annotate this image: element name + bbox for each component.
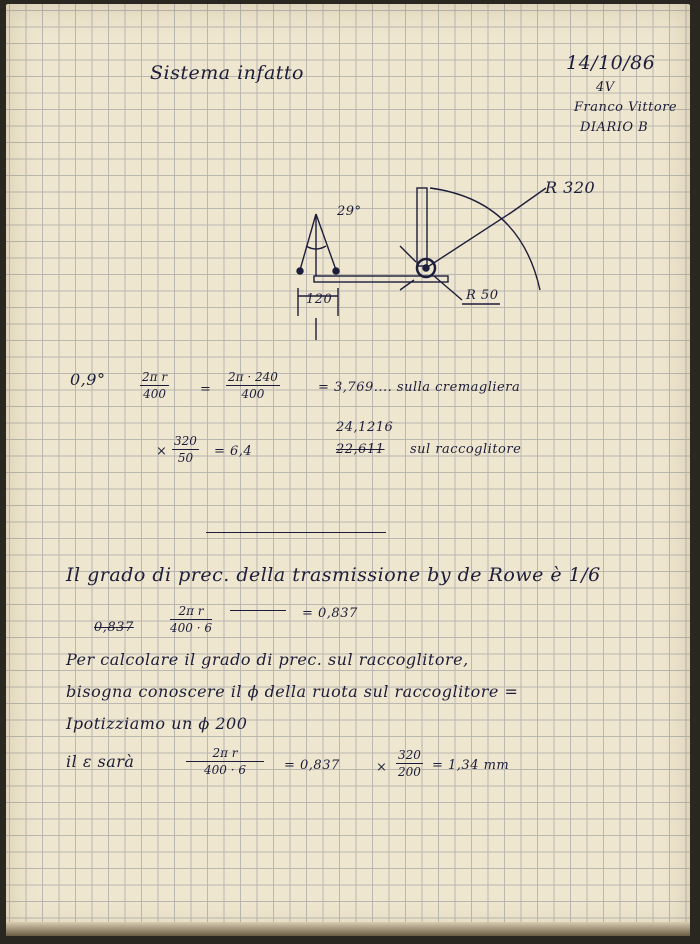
width-label: 120 <box>306 292 333 307</box>
result-3: = 0,837 <box>302 606 358 621</box>
radius-line <box>426 212 512 268</box>
times-sign-2: × <box>376 760 388 775</box>
fraction-5 <box>396 748 423 779</box>
radius-small-label: R 50 <box>466 288 499 303</box>
code: 4V <box>596 80 615 95</box>
text-line-3: bisogna conoscere il ϕ della ruota sul raccoglitore = <box>66 682 519 701</box>
vertical-post <box>417 188 427 266</box>
fraction-2-den: 400 <box>241 387 265 401</box>
text-line-2: Per calcolare il grado di prec. sul raccoglitore, <box>66 650 469 669</box>
fraction-2 <box>226 370 280 401</box>
author-signature: Franco Vittore <box>574 100 678 115</box>
angle-label: 29° <box>337 204 362 219</box>
text-line-5-prefix: il ε sarà <box>66 752 135 771</box>
pendulum-arm-left <box>300 214 316 270</box>
fraction-3 <box>170 604 212 635</box>
radius-leader <box>512 188 546 212</box>
fraction-1-num: 2π r <box>142 370 168 384</box>
equals-1: = <box>200 382 212 397</box>
angle-value: 0,9° <box>70 370 106 389</box>
fraction-5-num: 320 <box>398 748 421 762</box>
fraction-times-num: 320 <box>174 434 197 448</box>
fraction-2-num: 2π · 240 <box>228 370 278 384</box>
struck-value-2: 0,837 <box>94 620 134 635</box>
fraction-3-num: 2π r <box>170 604 212 620</box>
target-label: sul raccoglitore <box>410 442 522 457</box>
arrow-left <box>400 246 416 262</box>
fraction-4-den: 400 · 6 <box>204 763 246 777</box>
date: 14/10/86 <box>566 52 656 74</box>
fraction-4-num: 2π r <box>186 746 264 762</box>
fraction-times <box>172 434 199 465</box>
text-line-1: Il grado di prec. della trasmissione by de Rowe è 1/6 <box>66 564 601 586</box>
diary-label: DIARIO B <box>580 120 649 135</box>
times-sign: × <box>156 444 168 459</box>
fraction-3-extension <box>230 610 286 611</box>
corrected-value: 24,1216 <box>336 420 394 435</box>
fraction-5-den: 200 <box>398 765 421 779</box>
pendulum-bob-left <box>297 268 303 274</box>
fraction-4 <box>186 746 264 777</box>
pendulum-bob-right <box>333 268 339 274</box>
section-divider <box>206 532 386 533</box>
result-4b: = 1,34 mm <box>432 758 510 773</box>
fraction-1-den: 400 <box>143 387 166 401</box>
radius-large-label: R 320 <box>545 178 596 197</box>
result-cremagliera: = 3,769.... sulla cremagliera <box>318 380 521 395</box>
fraction-1 <box>140 370 169 401</box>
struck-value: 22,611 <box>336 442 385 457</box>
text-line-4: Ipotizziamo un ϕ 200 <box>66 714 248 733</box>
factor-value: = 6,4 <box>214 444 253 459</box>
fraction-times-den: 50 <box>177 451 194 465</box>
fraction-3-den: 400 · 6 <box>170 621 212 635</box>
result-4a: = 0,837 <box>284 758 340 773</box>
pendulum-arm-right <box>316 214 336 270</box>
page-title: Sistema infatto <box>150 62 304 84</box>
